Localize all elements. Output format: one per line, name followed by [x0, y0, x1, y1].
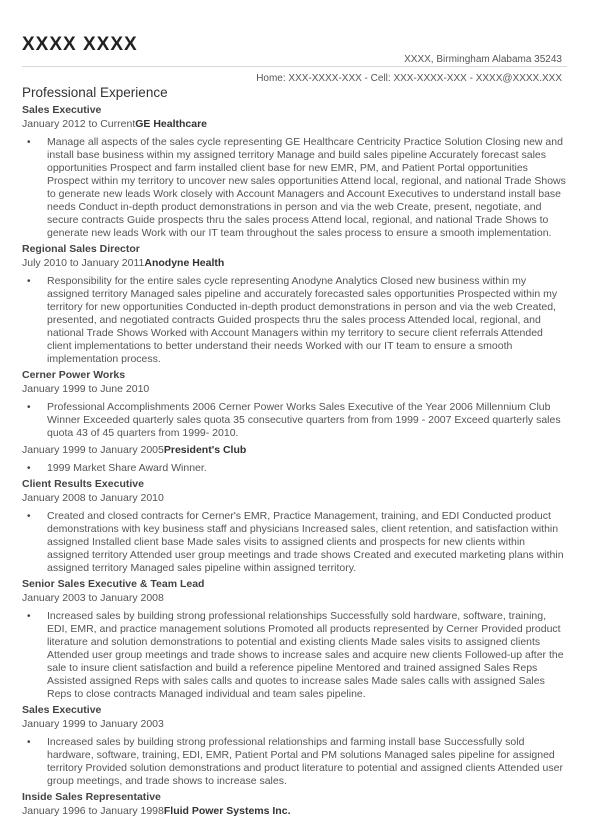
job-bullets — [22, 510, 567, 575]
bullet-item — [22, 736, 567, 788]
address: XXXX, Birmingham Alabama 35243 — [404, 54, 562, 65]
bullet-item — [22, 275, 567, 366]
bullet-item — [22, 401, 567, 440]
job-dates-line — [22, 591, 567, 605]
bullet-text: Created and closed contracts for Cerner's EMR, Practice Management, training, and EDI Conducted product demonstrations with key business staff and physicians Increased sales, client retention, and satisfaction within assigned Installed client base Made sales visits to assigned clients and prospects for new clients within assigned territory Attended user group meetings and trade shows Created and executed marketing plans within assigned territory Managed sales pipeline within assigned territory. — [47, 510, 564, 574]
candidate-name: XXXX XXXX — [22, 34, 138, 55]
bullet-icon: • — [27, 276, 31, 287]
job-dates: January 1999 to January 2003 — [22, 718, 164, 730]
experience-section — [22, 84, 567, 818]
job-dates-line — [22, 491, 567, 505]
job-entry — [22, 104, 567, 240]
bullet-text: Increased sales by building strong professional relationships and farming install base Successfully sold hardware, software, training, EDI, EMR, Patient Portal and PM solutions Managed sales pipeline for assigned territory Provided solution demonstrations and product literature to potential and assigned clients Attended user group meetings, and trade shows to increase sales. — [47, 736, 563, 787]
job-dates: July 2010 to January 2011 — [22, 257, 145, 269]
section-title: Professional Experience — [22, 85, 168, 100]
job-bullets — [22, 462, 567, 475]
company-name: President's Club — [163, 444, 247, 456]
header-divider — [22, 66, 567, 67]
job-dates-line — [22, 804, 567, 818]
job-dates-line — [22, 382, 567, 396]
job-title: Sales Executive — [22, 104, 102, 116]
job-bullets — [22, 136, 567, 240]
job-dates: January 1999 to January 2005 — [22, 444, 164, 456]
bullet-item — [22, 136, 567, 240]
job-title: Cerner Power Works — [22, 369, 126, 381]
job-dates-line — [22, 443, 567, 457]
job-entry — [22, 443, 567, 475]
bullet-text: Responsibility for the entire sales cycle representing Anodyne Analytics Closed new business within my assigned territory Managed sales pipeline and accurately forecasted sales opportunities Prospected within my territory for new opportunities Conducted in-depth product demonstrations in person and via the web Created, presented, and negotiated contracts Guided prospects thru the sales process Attended local, regional, and national Trade Shows Worked with Account Managers within my territory to secure client referrals Attended client implementations to better understand their needs Worked with our IT team to ensure a smooth implementation process. — [47, 275, 558, 365]
job-entry — [22, 369, 567, 440]
bullet-item — [22, 510, 567, 575]
job-title: Client Results Executive — [22, 478, 144, 490]
job-list — [22, 104, 567, 818]
job-bullets — [22, 610, 567, 701]
job-entry — [22, 704, 567, 788]
job-bullets — [22, 275, 567, 366]
job-bullets — [22, 401, 567, 440]
bullet-icon: • — [27, 137, 31, 148]
bullet-item — [22, 610, 567, 701]
job-dates: January 1999 to June 2010 — [22, 383, 150, 395]
bullet-text: Increased sales by building strong professional relationships Successfully sold hardware, software, training, EDI, EMR, and practice management solutions Promoted all products represented by Cerner Provided product literature and solution demonstrations to potential and existing clients Made sales visits to assigned clients Attended user group meetings and trade shows to increase sales and acquire new clients Followed-up after the sale to insure client satisfaction and build a reference pipeline Mentored and trained assigned Sales Reps Assisted assigned Reps with sales calls and quotes to increase sales Made sales calls with assigned Sales Reps to close contracts Managed individual and team sales pipeline. — [47, 610, 564, 700]
job-dates: January 2003 to January 2008 — [22, 592, 164, 604]
job-bullets — [22, 736, 567, 788]
job-dates-line — [22, 117, 567, 131]
job-dates: January 1996 to January 1998 — [22, 805, 164, 817]
bullet-text: Manage all aspects of the sales cycle representing GE Healthcare Centricity Practice Solution Closing new and install base business within my assigned territory Manage and build sales pipeline Accurately forecast sales opportunities Prospect and farm installed client base for new EMR, PM, and Patient Portal opportunities Prospect within my territory to uncover new sales opportunities Attend local, regional, and national Trade Shows to generate new leads Work closely with Account Managers and Account Executives to understand install base needs Conduct in-depth product demonstrations in person and via the web Create, present, negotiate, and secure contracts Guide prospects thru the sales process Attend local, regional, and national Trade Shows to generate new leads Work with our IT team throughout the sales process to ensure a smooth implementation. — [47, 136, 566, 239]
job-title: Inside Sales Representative — [22, 791, 161, 803]
job-title: Senior Sales Executive & Team Lead — [22, 578, 205, 590]
job-dates: January 2012 to Current — [22, 118, 136, 130]
job-entry — [22, 478, 567, 575]
bullet-text: 1999 Market Share Award Winner. — [47, 462, 207, 474]
bullet-icon: • — [27, 402, 31, 413]
bullet-icon: • — [27, 463, 31, 474]
job-dates-line — [22, 717, 567, 731]
job-title: Regional Sales Director — [22, 243, 140, 255]
bullet-item — [22, 462, 567, 475]
bullet-icon: • — [27, 611, 31, 622]
job-dates: January 2008 to January 2010 — [22, 492, 164, 504]
job-entry — [22, 791, 567, 818]
company-name: Anodyne Health — [144, 257, 225, 269]
job-dates-line — [22, 256, 567, 270]
company-name: GE Healthcare — [135, 118, 208, 130]
bullet-icon: • — [27, 737, 31, 748]
job-entry — [22, 578, 567, 701]
contact-line: Home: XXX-XXXX-XXX - Cell: XXX-XXXX-XXX - XXXX@XXXX.XXX — [256, 73, 562, 84]
bullet-icon: • — [27, 511, 31, 522]
job-title: Sales Executive — [22, 704, 102, 716]
job-entry — [22, 243, 567, 366]
bullet-text: Professional Accomplishments 2006 Cerner Power Works Sales Executive of the Year 2006 Millennium Club Winner Exceeded quarterly sales quota 35 consecutive quarters from from 1999 - 2007 Exceed quarterly sales quota 43 of 45 quarters from 1999- 2010. — [47, 401, 561, 439]
company-name: Fluid Power Systems Inc. — [163, 805, 291, 817]
